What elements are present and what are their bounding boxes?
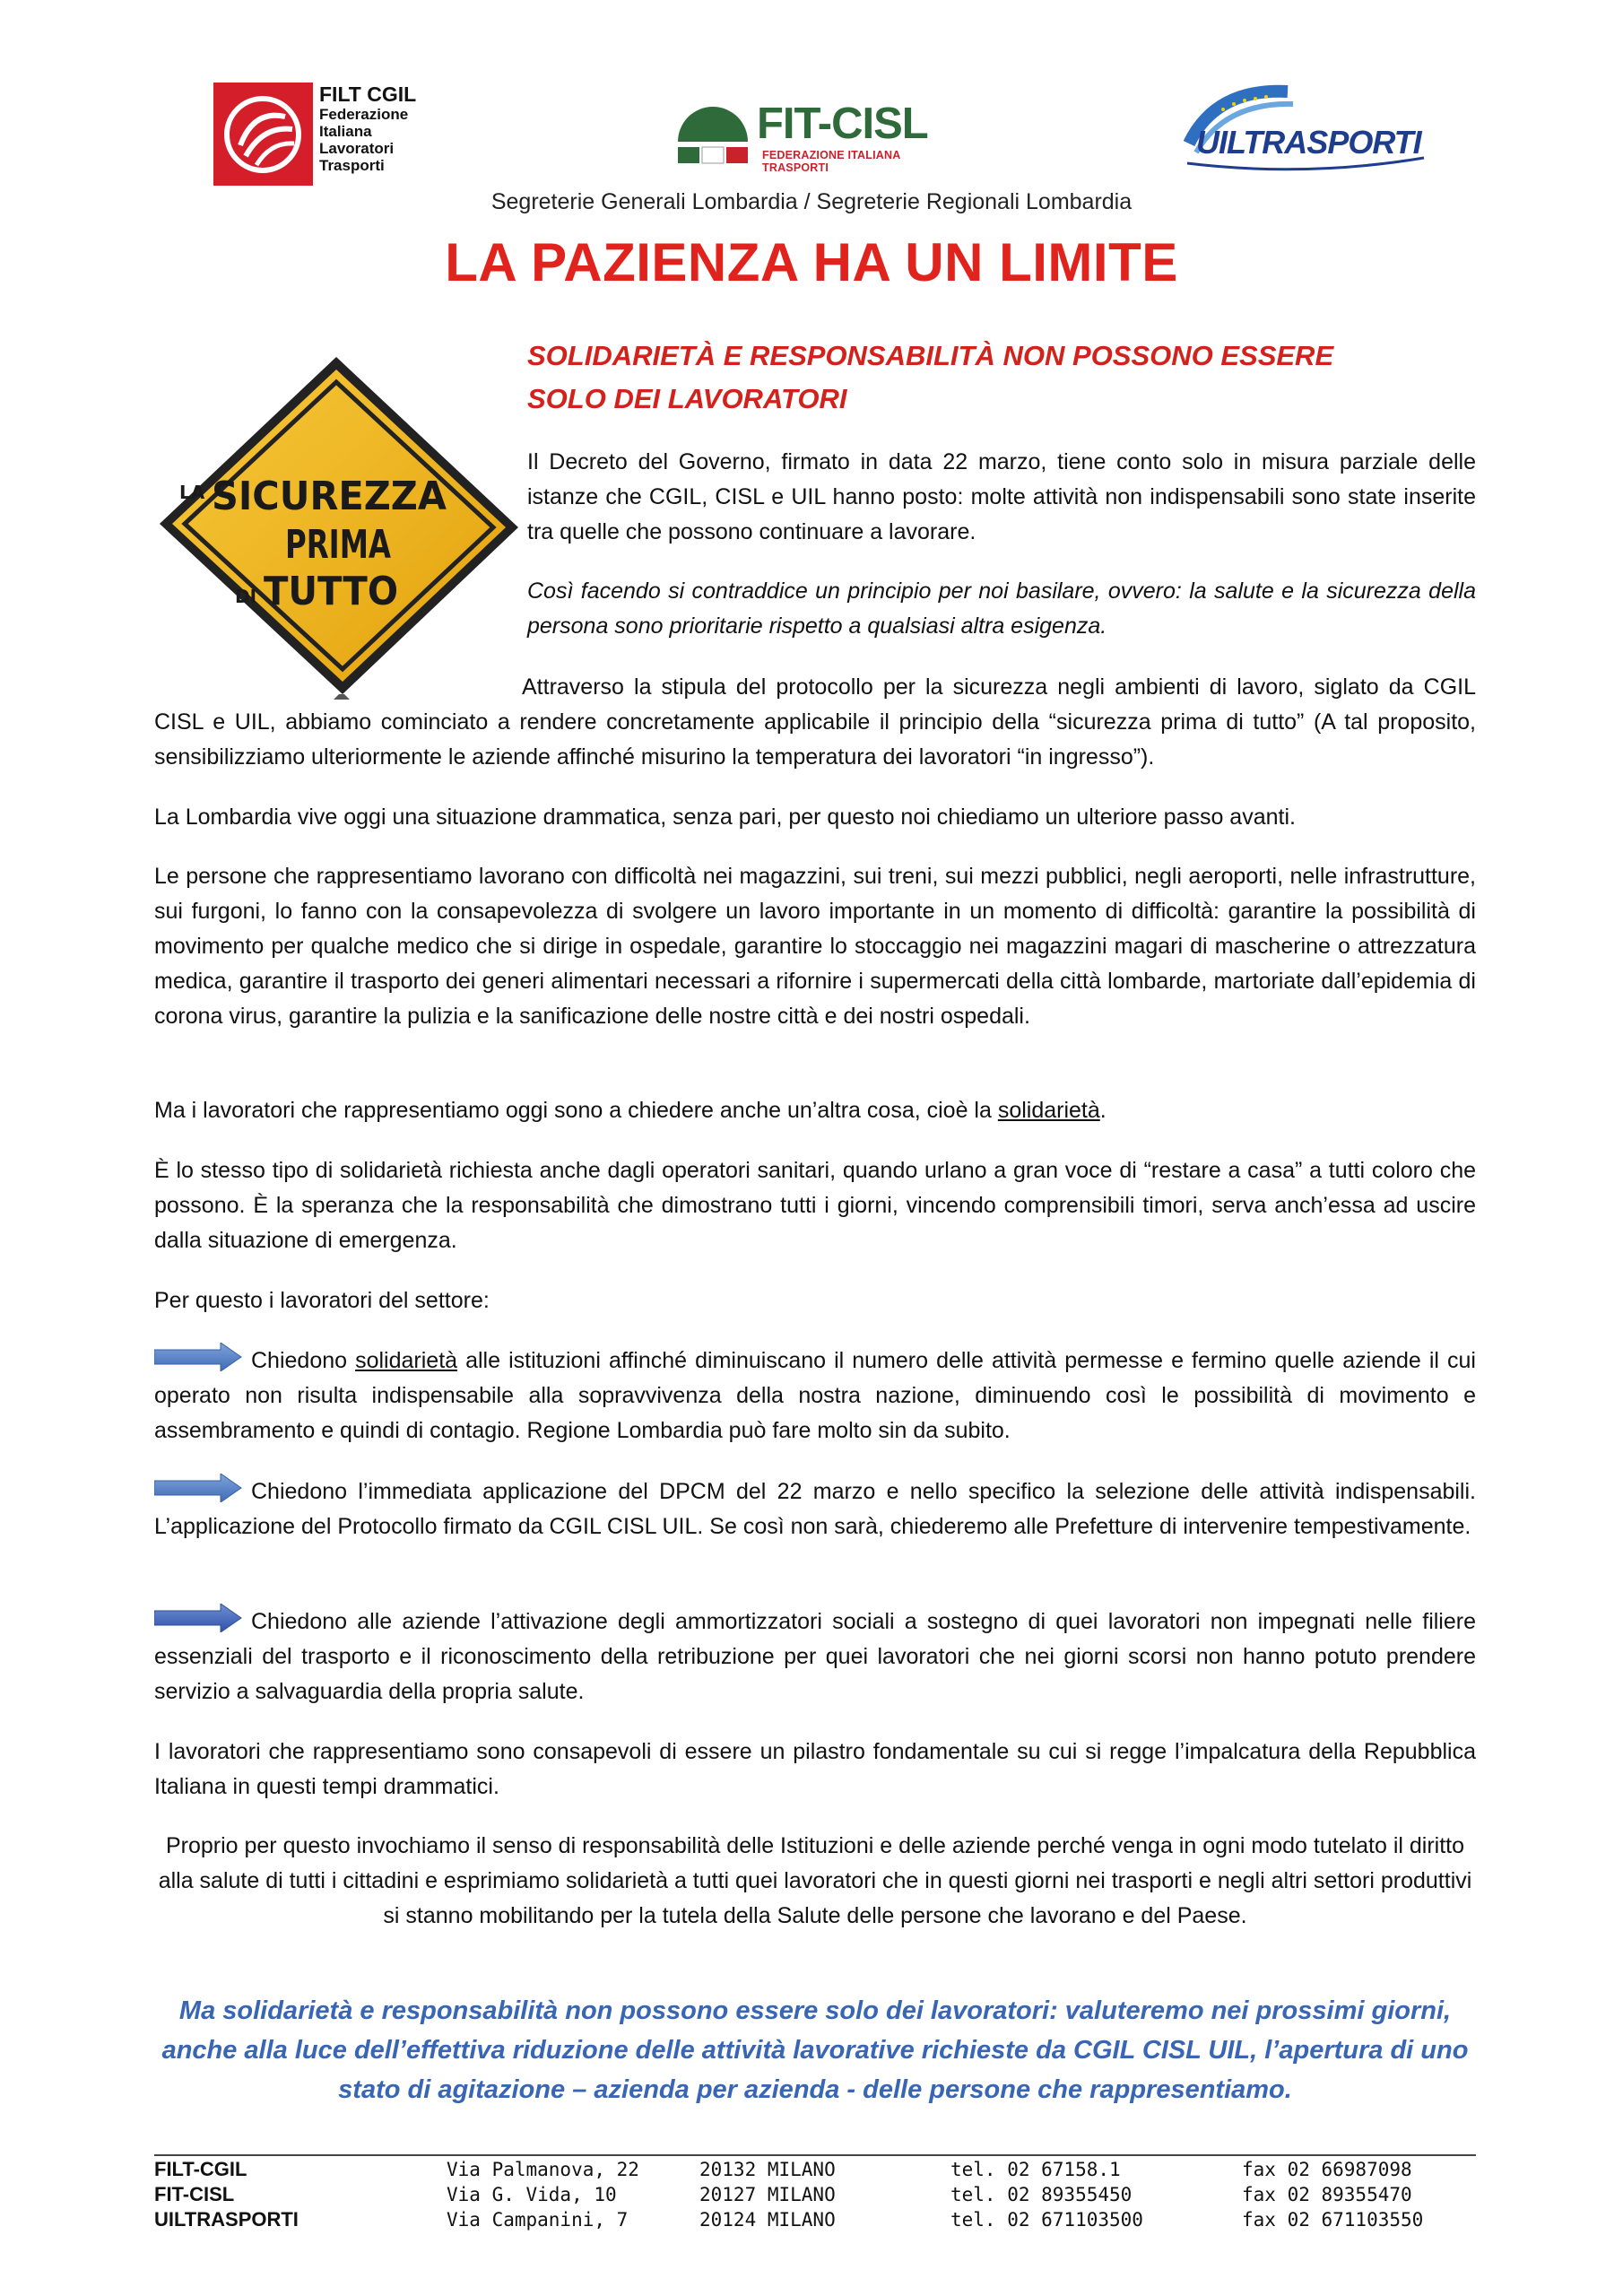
footer-fax: fax 02 89355470 bbox=[1242, 2184, 1412, 2205]
paragraph-principle: Così facendo si contraddice un principio per noi basilare, ovvero: la salute e la sicurezza della persona sono prioritarie rispetto a qualsiasi altra esigenza. bbox=[527, 578, 1476, 639]
footer-divider bbox=[154, 2154, 1476, 2156]
paragraph-decree: Il Decreto del Governo, firmato in data 22 marzo, tiene conto solo in misura parziale delle istanze che CGIL, CISL e UIL hanno posto: molte attività non indispensabili sono state inserite tra quelle che possono continuare a lavorare. bbox=[527, 449, 1476, 544]
svg-text:PRIMA: PRIMA bbox=[285, 522, 391, 568]
filt-line-2: Federazione bbox=[319, 106, 409, 123]
subtitle-line-1: SOLIDARIETÀ E RESPONSABILITÀ NON POSSONO ESSERE bbox=[527, 340, 1334, 371]
document-title: LA PAZIENZA HA UN LIMITE bbox=[445, 232, 1178, 292]
fit-cisl-logo bbox=[674, 99, 943, 174]
paragraph-solidarity-request bbox=[154, 1093, 1476, 1128]
solidarity-request-text: Ma i lavoratori che rappresentiamo oggi sono a chiedere anche un’altra cosa, cioè la bbox=[154, 1098, 998, 1123]
safety-first-sign bbox=[152, 350, 529, 700]
filt-line-3: Italiana bbox=[319, 123, 372, 140]
request-social-shock-absorbers-item bbox=[154, 1605, 1476, 1709]
filt-line-1: FILT CGIL bbox=[319, 83, 417, 106]
footer-org: UILTRASPORTI bbox=[154, 2208, 299, 2231]
footer-address: Via G. Vida, 10 bbox=[447, 2184, 617, 2205]
fit-cisl-emblem bbox=[674, 102, 751, 167]
paragraph-intro-list: Per questo i lavoratori del settore: bbox=[154, 1288, 490, 1313]
request-solidarity-text: alle istituzioni affinché diminuiscano il numero delle attività permesse e fermino quelle aziende il cui operato non risulta indispensabile alla sopravvivenza della nostra nazione, diminuendo così le possibilità di movimento e assembramento e quindi di contagio. Regione Lombardia può fare molto sin da subito. bbox=[154, 1348, 1476, 1443]
footer-address: Via Palmanova, 22 bbox=[447, 2159, 639, 2180]
svg-text:LA: LA bbox=[179, 482, 205, 503]
footer-org: FILT-CGIL bbox=[154, 2158, 247, 2180]
fit-cisl-subtitle: FEDERAZIONE ITALIANA TRASPORTI bbox=[762, 149, 900, 174]
request-solidarity-lead: Chiedono bbox=[251, 1348, 356, 1373]
document-subtitle bbox=[527, 335, 1478, 421]
footer-phone: tel. 02 89355450 bbox=[950, 2184, 1133, 2205]
svg-text:DI: DI bbox=[235, 586, 257, 607]
footer-fax: fax 02 66987098 bbox=[1242, 2159, 1412, 2180]
subtitle-line-2: SOLO DEI LAVORATORI bbox=[527, 383, 847, 414]
request-solidarity-underlined: solidarietà bbox=[355, 1348, 458, 1373]
footer-address: Via Campanini, 7 bbox=[447, 2209, 629, 2231]
request-dpcm-text: Chiedono l’immediata applicazione del DPCM del 22 marzo e nello specifico la selezione delle attività indispensabili. L’applicazione del Protocollo firmato da CGIL CISL UIL. Se così non sarà, chiederemo alle Prefetture di intervenire tempestivamente. bbox=[154, 1479, 1476, 1539]
paragraph-workers: Le persone che rappresentiamo lavorano con difficoltà nei magazzini, sui treni, sui mezzi pubblici, negli aeroporti, nelle infrastrutture, sui furgoni, lo fanno con la consapevolezza di svolgere un lavoro importante in un momento di difficoltà: garantire la possibilità di movimento per qualche medico che si dirige in ospedale, garantire lo stoccaggio nei magazzini magari di mascherine o attrezzatura medica, garantire il trasporto dei generi alimentari necessari a rifornire i supermercati della città lombarde, martoriate dall’epidemia di corona virus, garantire la pulizia e la sanificazione delle nostre città e dei nostri ospedali. bbox=[154, 864, 1476, 1029]
footer-contacts bbox=[154, 2157, 1476, 2232]
solidarity-underlined: solidarietà bbox=[997, 1098, 1100, 1123]
footer-city: 20124 MILANO bbox=[699, 2209, 836, 2231]
svg-text:SICUREZZA: SICUREZZA bbox=[212, 474, 447, 519]
filt-line-4: Lavoratori bbox=[319, 140, 395, 157]
request-social-shock-absorbers-text: Chiedono alle aziende l’attivazione degli ammortizzatori sociali a sostegno di quei lavoratori non impegnati nelle filiere essenziali del trasporto e il riconoscimento della retribuzione per quei lavoratori che nei giorni scorsi non hanno potuto prendere servizio a salvaguardia della propria salute. bbox=[154, 1609, 1476, 1704]
paragraph-protocol-text: Attraverso la stipula del protocollo per la sicurezza negli ambienti di lavoro, siglato da CGIL CISL e UIL, abbiamo cominciato a rendere concretamente applicabile il principio della “sicurezza prima di tutto” (A tal proposito, sensibilizziamo ulteriormente le aziende affinché misurino la temperatura dei lavoratori “in ingresso”). bbox=[154, 674, 1476, 770]
footer-city: 20132 MILANO bbox=[699, 2159, 836, 2180]
filt-cgil-logo bbox=[213, 83, 438, 188]
footer-row-uiltrasporti bbox=[154, 2207, 1476, 2232]
filt-cgil-wordmark bbox=[319, 83, 416, 174]
request-solidarity-item bbox=[154, 1344, 1476, 1448]
paragraph-lombardia: La Lombardia vive oggi una situazione drammatica, senza pari, per questo noi chiediamo un ulteriore passo avanti. bbox=[154, 804, 1296, 830]
footer-row-fit-cisl bbox=[154, 2182, 1476, 2207]
footer-phone: tel. 02 67158.1 bbox=[950, 2159, 1121, 2180]
request-dpcm-item bbox=[154, 1474, 1476, 1544]
footer-fax: fax 02 671103550 bbox=[1242, 2209, 1424, 2231]
paragraph-health-workers: È lo stesso tipo di solidarietà richiesta anche dagli operatori sanitari, quando urlano a gran voce di “restare a casa” a tutti coloro che possono. È la speranza che la responsabilità che dimostrano tutti i giorni, vincendo comprensibili timori, serva anch’essa ad uscire dalla situazione di emergenza. bbox=[154, 1158, 1476, 1253]
paragraph-responsibility: Proprio per questo invochiamo il senso di responsabilità delle Istituzioni e delle aziende perché venga in ogni modo tutelato il diritto alla salute di tutti i cittadini e esprimiamo solidarietà a tutti quei lavoratori che in questi giorni nei trasporti e negli altri settori produttivi si stanno mobilitando per la tutela della Salute delle persone che lavorano e del Paese. bbox=[158, 1833, 1472, 1928]
solidarity-request-end: . bbox=[1099, 1098, 1107, 1123]
uiltrasporti-logo bbox=[1180, 81, 1431, 179]
secretariats-subheader: Segreterie Generali Lombardia / Segreterie Regionali Lombardia bbox=[490, 189, 1133, 214]
footer-row-filt-cgil bbox=[154, 2157, 1476, 2182]
filt-cgil-emblem bbox=[213, 83, 313, 186]
uiltrasporti-name: UILTRASPORTI bbox=[1196, 124, 1421, 161]
footer-org: FIT-CISL bbox=[154, 2183, 235, 2205]
paragraph-protocol bbox=[154, 670, 1476, 775]
footer-phone: tel. 02 671103500 bbox=[950, 2209, 1143, 2231]
fit-cisl-name: FIT-CISL bbox=[757, 100, 928, 148]
closing-statement: Ma solidarietà e responsabilità non possono essere solo dei lavoratori: valuteremo nei prossimi giorni, anche alla luce dell’effettiva riduzione delle attività lavorative richieste da CGIL CISL UIL, l’apertura di uno stato di agitazione – azienda per azienda - delle persone che rappresentiamo. bbox=[161, 1996, 1469, 2104]
filt-line-5: Trasporti bbox=[319, 157, 385, 174]
paragraph-pillar: I lavoratori che rappresentiamo sono consapevoli di essere un pilastro fondamentale su cui si regge l’impalcatura della Repubblica Italiana in questi tempi drammatici. bbox=[154, 1739, 1476, 1799]
footer-city: 20127 MILANO bbox=[699, 2184, 836, 2205]
svg-text:TUTTO: TUTTO bbox=[264, 569, 398, 614]
